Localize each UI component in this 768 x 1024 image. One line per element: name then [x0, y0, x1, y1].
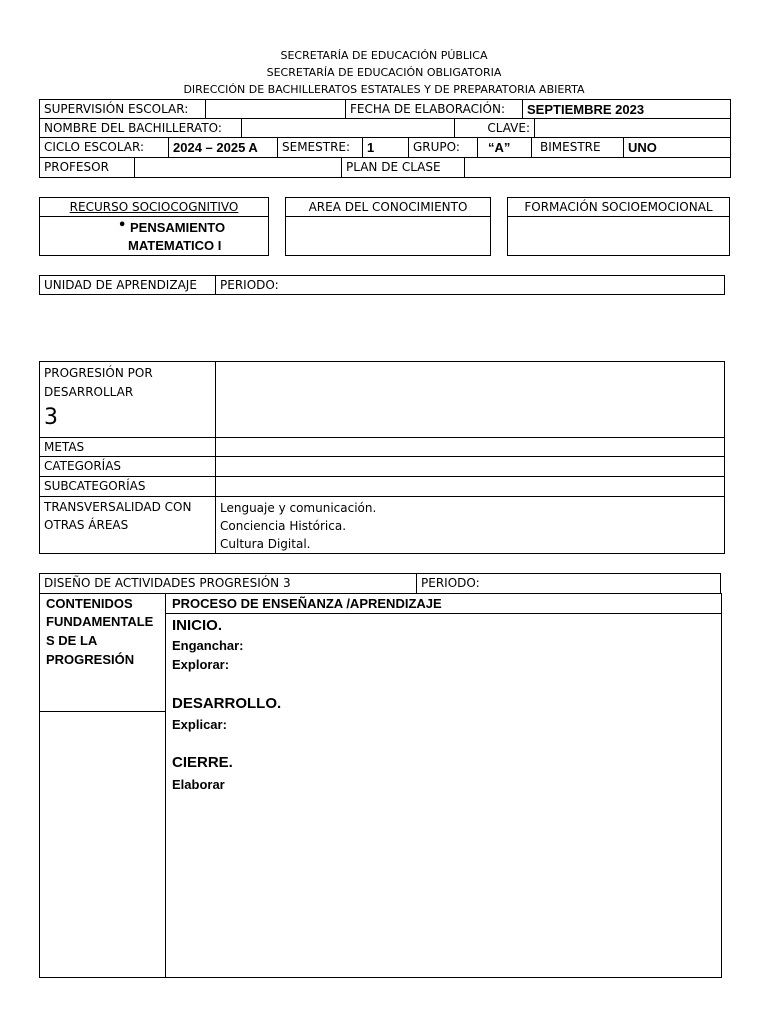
- profesor-label: PROFESOR: [39, 157, 135, 178]
- explicar-label: Explicar:: [172, 717, 227, 732]
- ciclo-label: CICLO ESCOLAR:: [39, 137, 169, 158]
- contenidos-header-cell: [39, 593, 166, 712]
- proceso-title-cell: [165, 593, 722, 614]
- fecha-value[interactable]: SEPTIEMBRE 2023: [522, 99, 731, 119]
- fecha-label: FECHA DE ELABORACIÓN:: [345, 99, 523, 119]
- transversalidad-values[interactable]: [215, 496, 725, 554]
- trans-item: Cultura Digital.: [220, 537, 311, 551]
- contenidos-line: PROGRESIÓN: [46, 652, 135, 667]
- formacion-box[interactable]: [507, 216, 730, 256]
- subcategorias-label: SUBCATEGORÍAS: [39, 476, 216, 497]
- transversalidad-line-2: OTRAS ÁREAS: [44, 518, 129, 532]
- diseno-periodo[interactable]: PERIODO:: [416, 573, 721, 594]
- recurso-title: RECURSO SOCIOCOGNITIVO: [39, 197, 269, 217]
- trans-item: Lenguaje y comunicación.: [220, 501, 377, 515]
- contenidos-line: S DE LA: [46, 633, 98, 648]
- header-line-2: SECRETARÍA DE EDUCACIÓN OBLIGATORIA: [266, 66, 502, 79]
- recurso-line-2: MATEMATICO I: [128, 238, 222, 253]
- metas-label: METAS: [39, 437, 216, 457]
- header-line-1: SECRETARÍA DE EDUCACIÓN PÚBLICA: [280, 49, 488, 62]
- plan-value[interactable]: [464, 157, 731, 178]
- supervision-value[interactable]: [205, 99, 346, 119]
- transversalidad-line-1: TRANSVERSALIDAD CON: [44, 500, 192, 514]
- subcategorias-value[interactable]: [215, 476, 725, 497]
- contenidos-body-cell[interactable]: [39, 711, 166, 978]
- recurso-box: [39, 216, 269, 256]
- diseno-title: DISEÑO DE ACTIVIDADES PROGRESIÓN 3: [39, 573, 417, 594]
- bimestre-value[interactable]: UNO: [623, 137, 731, 158]
- area-title: AREA DEL CONOCIMIENTO: [285, 197, 491, 217]
- inicio-heading: INICIO.: [172, 617, 223, 634]
- categorias-label: CATEGORÍAS: [39, 456, 216, 477]
- desarrollo-heading: DESARROLLO.: [172, 695, 282, 712]
- progresion-value[interactable]: [215, 361, 725, 438]
- proceso-body-cell[interactable]: [165, 613, 722, 978]
- clave-label: CLAVE:: [454, 118, 535, 138]
- semestre-value[interactable]: 1: [362, 137, 409, 158]
- progresion-label-cell: [39, 361, 216, 438]
- trans-item: Conciencia Histórica.: [220, 519, 347, 533]
- proceso-title: PROCESO DE ENSEÑANZA /APRENDIZAJE: [172, 596, 442, 611]
- clave-value[interactable]: [534, 118, 731, 138]
- progresion-label-line-1: PROGRESIÓN POR: [44, 366, 153, 380]
- bimestre-label: BIMESTRE: [531, 137, 624, 158]
- progresion-number: 3: [44, 405, 58, 430]
- formacion-title: FORMACIÓN SOCIOEMOCIONAL: [507, 197, 730, 217]
- nombre-label: NOMBRE DEL BACHILLERATO:: [39, 118, 242, 138]
- recurso-bullet: •: [118, 218, 127, 233]
- enganchar-label: Enganchar:: [172, 638, 244, 653]
- unidad-periodo[interactable]: PERIODO:: [215, 275, 725, 295]
- semestre-label: SEMESTRE:: [277, 137, 363, 158]
- header-line-3: DIRECCIÓN DE BACHILLERATOS ESTATALES Y DE PREPARATORIA ABIERTA: [183, 83, 585, 96]
- grupo-value[interactable]: “A”: [477, 137, 532, 158]
- profesor-value[interactable]: [134, 157, 342, 178]
- grupo-label: GRUPO:: [408, 137, 478, 158]
- metas-value[interactable]: [215, 437, 725, 457]
- contenidos-line: FUNDAMENTALE: [46, 614, 154, 629]
- categorias-value[interactable]: [215, 456, 725, 477]
- recurso-line-1: PENSAMIENTO: [130, 220, 226, 235]
- area-box[interactable]: [285, 216, 491, 256]
- explorar-label: Explorar:: [172, 657, 230, 672]
- nombre-value[interactable]: [241, 118, 455, 138]
- ciclo-value[interactable]: 2024 – 2025 A: [168, 137, 278, 158]
- transversalidad-label-cell: [39, 496, 216, 554]
- contenidos-line: CONTENIDOS: [46, 596, 133, 611]
- unidad-label: UNIDAD DE APRENDIZAJE: [39, 275, 216, 295]
- supervision-label: SUPERVISIÓN ESCOLAR:: [39, 99, 206, 119]
- plan-label: PLAN DE CLASE: [341, 157, 465, 178]
- elaborar-label: Elaborar: [172, 777, 225, 792]
- cierre-heading: CIERRE.: [172, 754, 233, 771]
- progresion-label-line-2: DESARROLLAR: [44, 385, 134, 399]
